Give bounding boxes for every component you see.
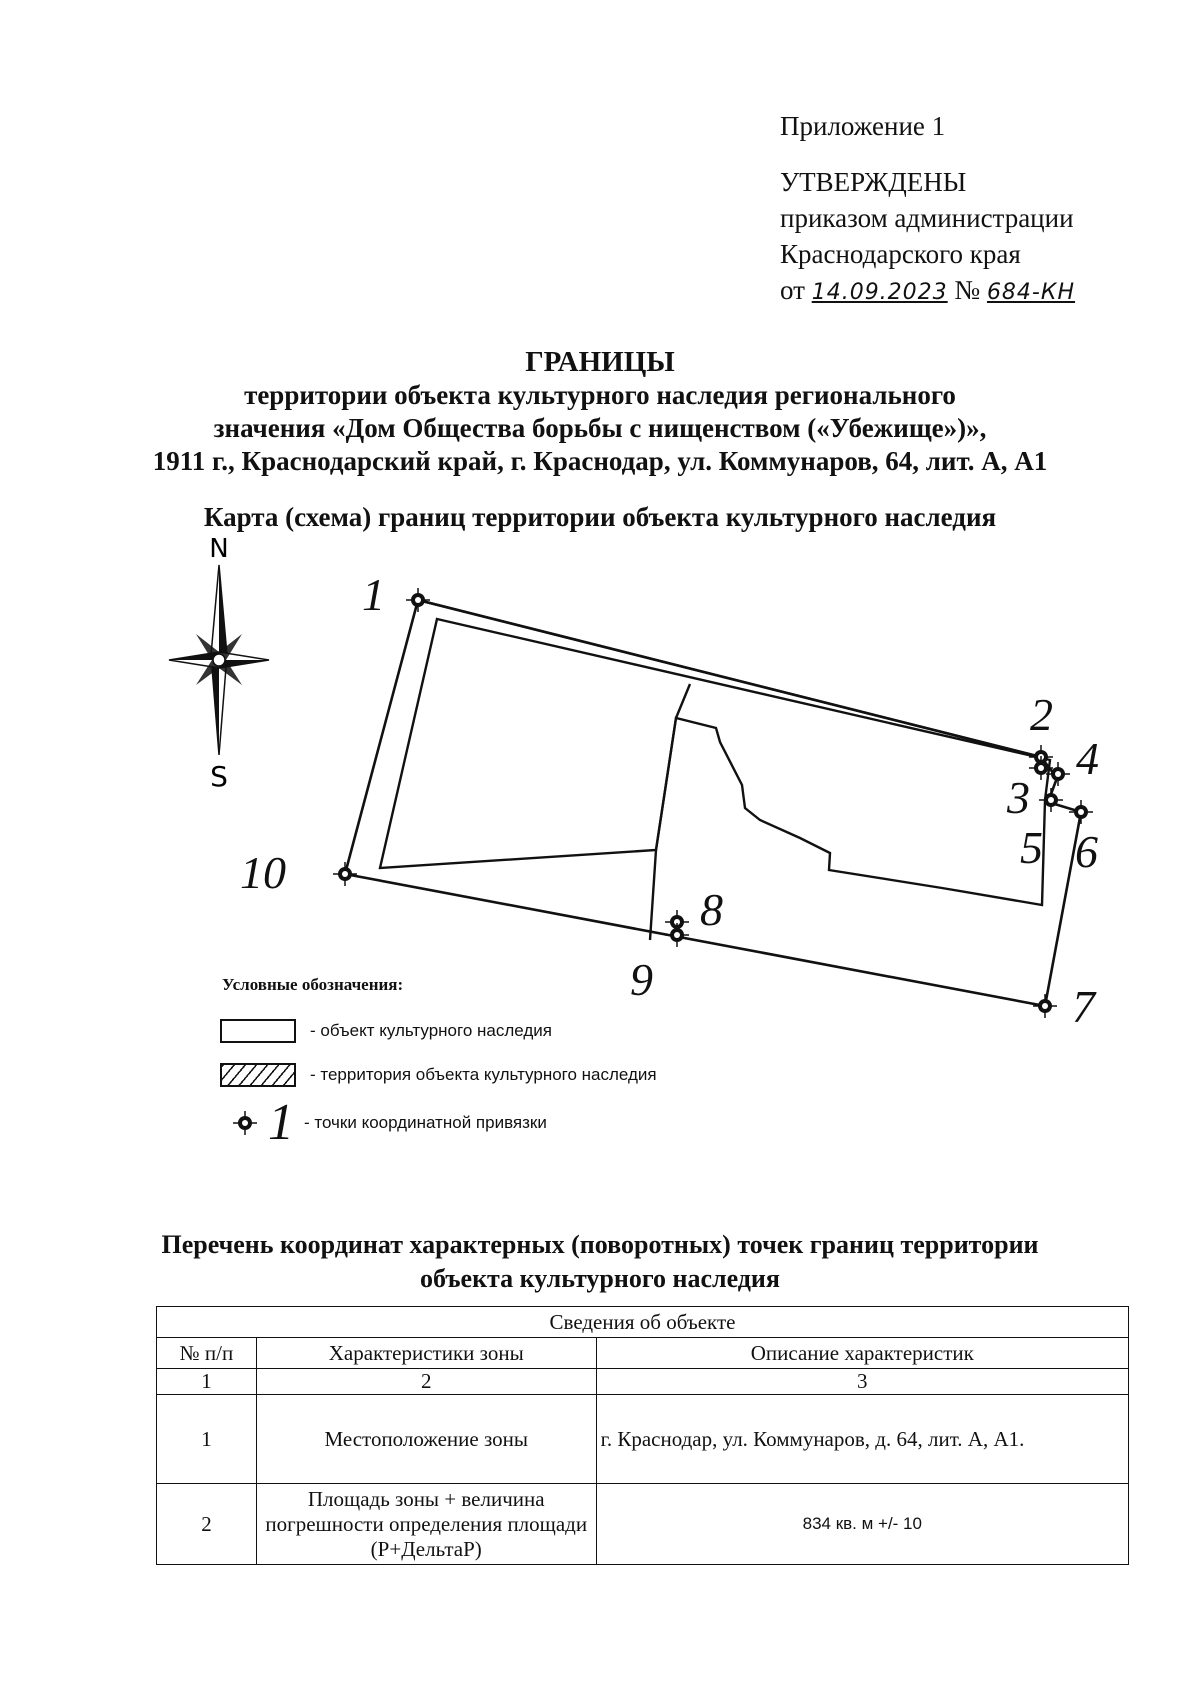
table-row xyxy=(157,1395,1129,1484)
legend-points xyxy=(230,1094,547,1151)
list-title-line-1: Перечень координат характерных (поворотных) точек границ территории xyxy=(161,1230,1039,1259)
map-title: Карта (схема) границ территории объекта культурного наследия xyxy=(203,502,997,532)
legend-object-swatch xyxy=(220,1019,296,1043)
table-cell: Площадь зоны + величина погрешности определения площади (Р+ДельтаР) xyxy=(256,1484,596,1565)
table-row xyxy=(157,1484,1129,1565)
svg-text:2: 2 xyxy=(1030,689,1053,740)
number-prefix: № xyxy=(954,275,981,305)
legend-points-label: - точки координатной привязки xyxy=(304,1113,547,1132)
legend-territory xyxy=(220,1063,657,1087)
column-number: 2 xyxy=(256,1369,596,1395)
svg-text:4: 4 xyxy=(1076,733,1099,784)
table-column-number-row xyxy=(157,1369,1129,1395)
table-header: Описание характеристик xyxy=(596,1338,1128,1369)
point-7 xyxy=(1033,981,1097,1032)
object-outline xyxy=(380,619,1050,905)
territory-boundary xyxy=(345,600,1081,1006)
legend-territory-swatch xyxy=(220,1063,296,1087)
table-cell: Местоположение зоны xyxy=(256,1395,596,1484)
svg-text:6: 6 xyxy=(1075,826,1098,877)
column-number: 3 xyxy=(596,1369,1128,1395)
appendix-label: Приложение 1 xyxy=(780,111,946,141)
title-line-3: 1911 г., Краснодарский край, г. Краснодар, ул. Коммунаров, 64, лит. А, А1 xyxy=(152,446,1048,476)
table-header: № п/п xyxy=(157,1338,257,1369)
legend-title: Условные обозначения: xyxy=(222,975,404,994)
approval-block xyxy=(780,108,1075,311)
svg-text:5: 5 xyxy=(1020,822,1043,873)
order-label: приказом администрации xyxy=(780,203,1074,233)
point-9 xyxy=(630,923,689,1005)
svg-text:8: 8 xyxy=(700,884,723,935)
document-title xyxy=(60,345,1140,478)
coordinates-list-title xyxy=(60,1228,1140,1296)
legend-object xyxy=(220,1019,552,1043)
point-4 xyxy=(1046,733,1099,786)
approved-label: УТВЕРЖДЕНЫ xyxy=(780,167,967,197)
svg-text:1: 1 xyxy=(362,569,385,620)
legend-object-label: - объект культурного наследия xyxy=(310,1021,552,1040)
region-label: Краснодарского края xyxy=(780,239,1021,269)
point-marker-icon xyxy=(230,1108,260,1138)
point-6 xyxy=(1069,800,1098,877)
table-cell: 2 xyxy=(157,1484,257,1565)
object-info-table xyxy=(156,1306,1129,1565)
svg-text:7: 7 xyxy=(1072,981,1095,1032)
legend-point-sample: 1 xyxy=(268,1094,294,1151)
table-cell: 1 xyxy=(157,1395,257,1484)
compass-south-label: S xyxy=(210,760,228,793)
title-line-1: территории объекта культурного наследия регионального xyxy=(244,380,956,410)
table-cell: г. Краснодар, ул. Коммунаров, д. 64, лит. А, А1. xyxy=(596,1395,1128,1484)
territory-hatching xyxy=(300,580,1120,1050)
legend xyxy=(222,975,657,1151)
svg-text:3: 3 xyxy=(1007,772,1030,823)
order-date-line xyxy=(780,272,1075,311)
from-prefix: от xyxy=(780,275,805,305)
table-caption: Сведения об объекте xyxy=(157,1307,1129,1338)
point-8 xyxy=(665,884,723,935)
legend-territory-label: - территория объекта культурного наследия xyxy=(310,1065,657,1084)
table-header-row xyxy=(157,1338,1129,1369)
column-number: 1 xyxy=(157,1369,257,1395)
table-caption-row xyxy=(157,1307,1129,1338)
svg-text:10: 10 xyxy=(240,847,286,898)
title-line-2: значения «Дом Общества борьбы с нищенством («Убежище»)», xyxy=(213,413,987,443)
svg-text:9: 9 xyxy=(630,954,653,1005)
table-cell: 834 кв. м +/- 10 xyxy=(596,1484,1128,1565)
title-heading: ГРАНИЦЫ xyxy=(525,346,675,378)
table-header: Характеристики зоны xyxy=(256,1338,596,1369)
list-title-line-2: объекта культурного наследия xyxy=(420,1264,780,1293)
order-number: 684-КН xyxy=(986,280,1076,305)
compass-rose-icon xyxy=(169,534,269,793)
compass-north-label: N xyxy=(209,534,229,564)
point-10 xyxy=(240,847,357,898)
order-date: 14.09.2023 xyxy=(811,280,948,305)
point-1 xyxy=(362,569,430,620)
